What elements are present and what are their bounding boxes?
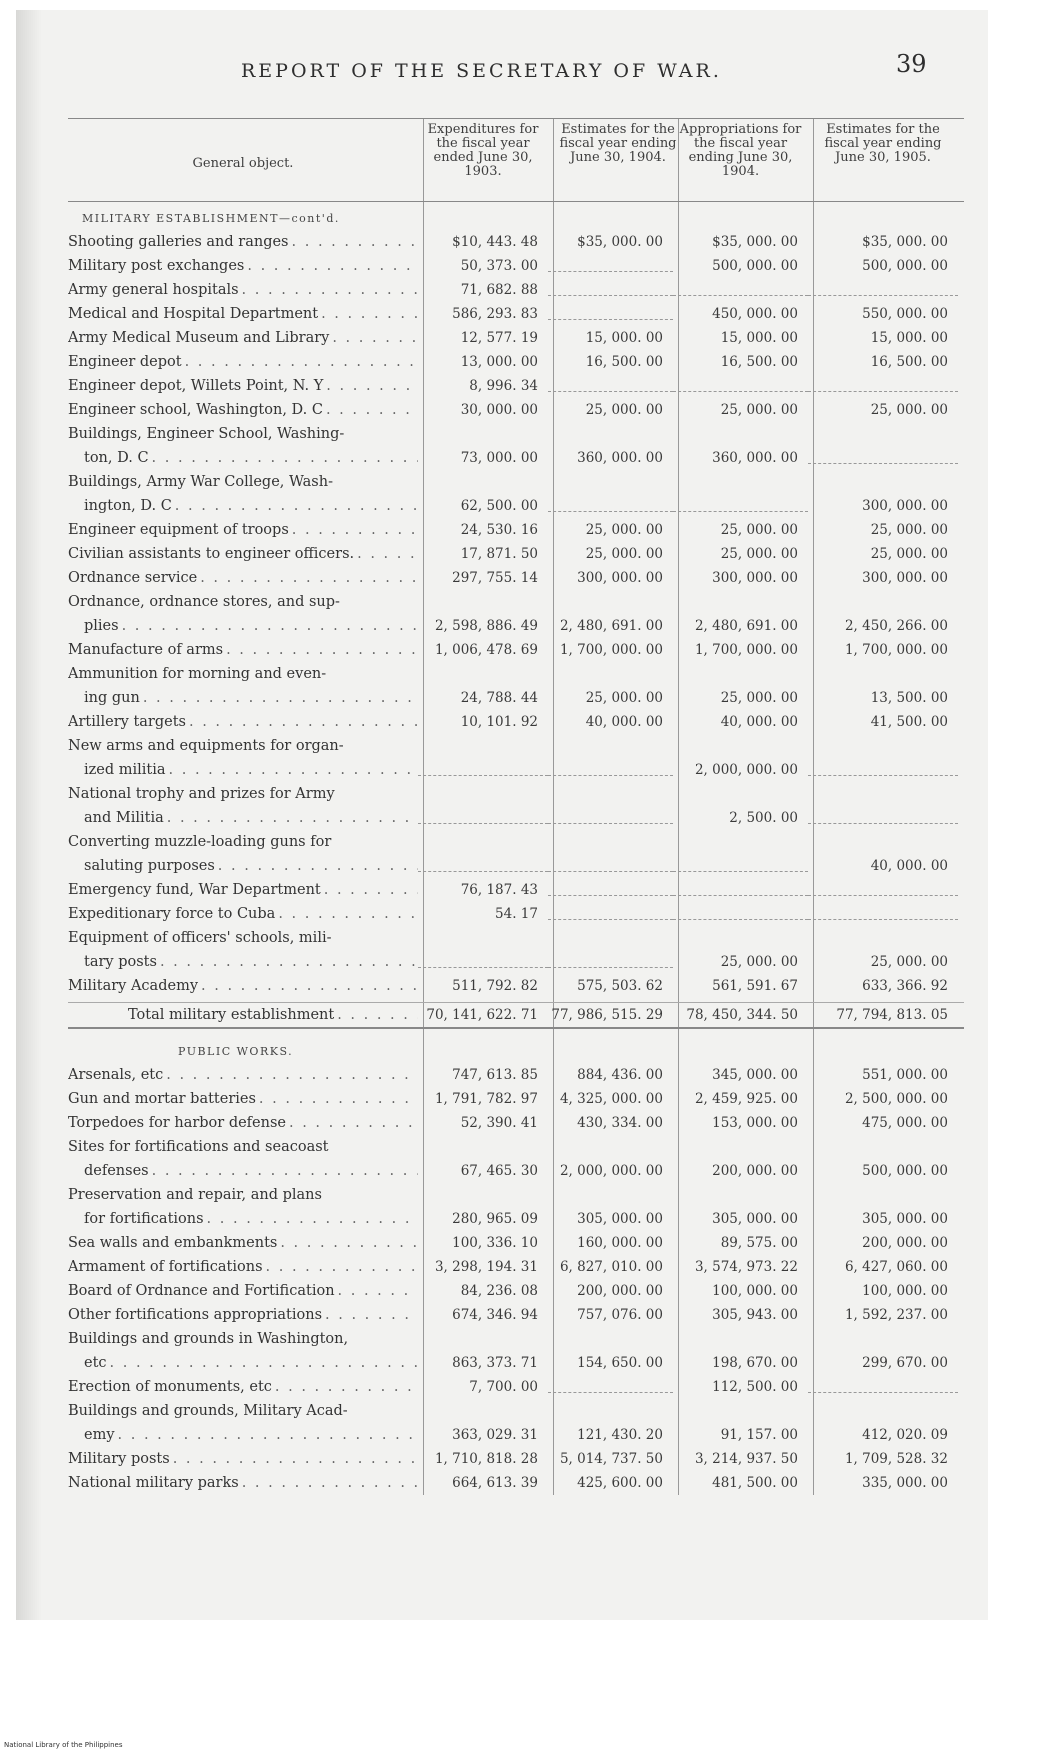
cell-value: 412, 020. 09 xyxy=(862,1427,948,1443)
table-row xyxy=(68,638,964,662)
table-row xyxy=(68,782,964,830)
cell-value xyxy=(548,1379,673,1393)
cell-value: 10, 101. 92 xyxy=(460,714,538,730)
table-row xyxy=(68,1471,964,1495)
cell-value xyxy=(548,882,673,896)
cell-value: 17, 871. 50 xyxy=(460,546,538,562)
cell-value: 16, 500. 00 xyxy=(720,354,798,370)
cell-value: 297, 755. 14 xyxy=(452,570,538,586)
cell-value: 54. 17 xyxy=(495,906,538,922)
cell-value: 360, 000. 00 xyxy=(577,450,663,466)
cell-value xyxy=(673,906,808,920)
footer-credit: National Library of the Philippines xyxy=(4,1741,123,1749)
cell-value: 6, 827, 010. 00 xyxy=(559,1259,663,1275)
cell-value: 2, 480, 691. 00 xyxy=(694,618,798,634)
cell-value: 863, 373. 71 xyxy=(452,1355,538,1371)
cell-value: 25, 000. 00 xyxy=(585,522,663,538)
table-row xyxy=(68,398,964,422)
row-label: Ordnance, ordnance stores, and sup- plies . . . xyxy=(68,590,418,638)
cell-value: 100, 000. 00 xyxy=(712,1283,798,1299)
row-label: Emergency fund, War Department . . . xyxy=(68,878,418,902)
section-title-military: MILITARY ESTABLISHMENT—cont'd. xyxy=(82,212,340,225)
cell-value xyxy=(548,954,673,968)
cell-value: 300, 000. 00 xyxy=(862,570,948,586)
row-label: Manufacture of arms . . . xyxy=(68,638,418,662)
cell-value: 40, 000. 00 xyxy=(870,858,948,874)
cell-value: 70, 141, 622. 71 xyxy=(426,1007,538,1023)
cell-value xyxy=(418,762,548,776)
cell-value: 2, 500. 00 xyxy=(729,810,798,826)
cell-value: 500, 000. 00 xyxy=(862,1163,948,1179)
cell-value: 24, 788. 44 xyxy=(460,690,538,706)
cell-value: 300, 000. 00 xyxy=(712,570,798,586)
row-label: Engineer school, Washington, D. C . . . xyxy=(68,398,418,422)
cell-value: 335, 000. 00 xyxy=(862,1475,948,1491)
scanned-page xyxy=(16,10,988,1620)
row-label: Armament of fortifications . . . xyxy=(68,1255,418,1279)
cell-value: 280, 965. 09 xyxy=(452,1211,538,1227)
cell-value: 200, 000. 00 xyxy=(862,1235,948,1251)
cell-value xyxy=(418,858,548,872)
cell-value: 7, 700. 00 xyxy=(469,1379,538,1395)
table-row xyxy=(68,302,964,326)
cell-value: 16, 500. 00 xyxy=(585,354,663,370)
cell-value: 25, 000. 00 xyxy=(870,954,948,970)
row-label: Military post exchanges . . . xyxy=(68,254,418,278)
cell-value xyxy=(548,378,673,392)
row-label: Buildings, Army War College, Wash- ington, D. C . . . xyxy=(68,470,418,518)
cell-value: 25, 000. 00 xyxy=(720,522,798,538)
cell-value: 78, 450, 344. 50 xyxy=(686,1007,798,1023)
appropriations-table xyxy=(68,118,964,1495)
row-label: Sites for fortifications and seacoast defenses . . . xyxy=(68,1135,418,1183)
table-row xyxy=(68,1303,964,1327)
table-row xyxy=(68,350,964,374)
cell-value: 360, 000. 00 xyxy=(712,450,798,466)
cell-value: $35, 000. 00 xyxy=(577,234,663,250)
total-row xyxy=(68,1002,964,1029)
table-row xyxy=(68,926,964,974)
cell-value xyxy=(548,906,673,920)
section-title-public-works: PUBLIC WORKS. xyxy=(178,1045,294,1058)
row-label: New arms and equipments for organ- ized militia . . . xyxy=(68,734,418,782)
row-label: Gun and mortar batteries . . . xyxy=(68,1087,418,1111)
table-row xyxy=(68,1255,964,1279)
header-estimates-1905: Estimates for the fiscal year ending June 30, 1905. xyxy=(824,122,942,165)
row-label: Artillery targets . . . xyxy=(68,710,418,734)
cell-value xyxy=(808,282,958,296)
cell-value: 575, 503. 62 xyxy=(577,978,663,994)
cell-value: 200, 000. 00 xyxy=(577,1283,663,1299)
cell-value: $35, 000. 00 xyxy=(862,234,948,250)
row-label: Shooting galleries and ranges . . . xyxy=(68,230,418,254)
cell-value xyxy=(673,282,808,296)
cell-value: 67, 465. 30 xyxy=(460,1163,538,1179)
table-header xyxy=(68,118,964,202)
table-row xyxy=(68,590,964,638)
cell-value: 2, 459, 925. 00 xyxy=(694,1091,798,1107)
header-general-object: General object. xyxy=(192,156,294,171)
cell-value xyxy=(548,858,673,872)
table-row xyxy=(68,1063,964,1087)
cell-value: 2, 000, 000. 00 xyxy=(559,1163,663,1179)
cell-value: 30, 000. 00 xyxy=(460,402,538,418)
table-row xyxy=(68,1327,964,1375)
row-label: Engineer depot . . . xyxy=(68,350,418,374)
cell-value: 1, 700, 000. 00 xyxy=(844,642,948,658)
row-label: Ordnance service . . . xyxy=(68,566,418,590)
cell-value: 1, 592, 237. 00 xyxy=(844,1307,948,1323)
header-expenditures-1903: Expenditures for the fiscal year ended June 30, 1903. xyxy=(427,122,539,179)
table-row xyxy=(68,902,964,926)
cell-value: 52, 390. 41 xyxy=(460,1115,538,1131)
cell-value: $10, 443. 48 xyxy=(452,234,538,250)
cell-value: 305, 000. 00 xyxy=(862,1211,948,1227)
cell-value: 77, 794, 813. 05 xyxy=(836,1007,948,1023)
cell-value: 50, 373. 00 xyxy=(460,258,538,274)
row-label: Civilian assistants to engineer officers. . . . xyxy=(68,542,418,566)
cell-value: $35, 000. 00 xyxy=(712,234,798,250)
row-label: Converting muzzle-loading guns for saluting purposes . . . xyxy=(68,830,418,878)
table-row xyxy=(68,1135,964,1183)
cell-value: 500, 000. 00 xyxy=(862,258,948,274)
running-title: REPORT OF THE SECRETARY OF WAR. xyxy=(241,60,722,82)
cell-value: 40, 000. 00 xyxy=(720,714,798,730)
table-row xyxy=(68,710,964,734)
row-label: Engineer depot, Willets Point, N. Y . . . xyxy=(68,374,418,398)
cell-value: 15, 000. 00 xyxy=(720,330,798,346)
page-header xyxy=(16,50,988,90)
cell-value: 25, 000. 00 xyxy=(585,690,663,706)
cell-value: 586, 293. 83 xyxy=(452,306,538,322)
table-row xyxy=(68,1111,964,1135)
cell-value xyxy=(673,378,808,392)
table-row xyxy=(68,230,964,254)
row-label: Equipment of officers' schools, mili- tary posts . . . xyxy=(68,926,418,974)
table-row xyxy=(68,326,964,350)
cell-value: 2, 480, 691. 00 xyxy=(559,618,663,634)
cell-value: 3, 298, 194. 31 xyxy=(434,1259,538,1275)
cell-value: 25, 000. 00 xyxy=(870,546,948,562)
header-appropriations-1904: Appropriations for the fiscal year ending June 30, 1904. xyxy=(679,122,802,179)
cell-value: 1, 700, 000. 00 xyxy=(559,642,663,658)
table-row xyxy=(68,1399,964,1447)
cell-value: 664, 613. 39 xyxy=(452,1475,538,1491)
cell-value: 5, 014, 737. 50 xyxy=(559,1451,663,1467)
cell-value: 425, 600. 00 xyxy=(577,1475,663,1491)
row-label: National trophy and prizes for Army and Militia . . . xyxy=(68,782,418,830)
cell-value xyxy=(418,810,548,824)
row-label: Expeditionary force to Cuba . . . xyxy=(68,902,418,926)
page-number: 39 xyxy=(896,50,927,78)
cell-value: 300, 000. 00 xyxy=(862,498,948,514)
cell-value: 15, 000. 00 xyxy=(585,330,663,346)
cell-value: 1, 710, 818. 28 xyxy=(434,1451,538,1467)
cell-value xyxy=(808,810,958,824)
row-label: Erection of monuments, etc . . . xyxy=(68,1375,418,1399)
cell-value: 8, 996. 34 xyxy=(469,378,538,394)
cell-value: 100, 000. 00 xyxy=(862,1283,948,1299)
cell-value: 633, 366. 92 xyxy=(862,978,948,994)
row-label: Engineer equipment of troops . . . xyxy=(68,518,418,542)
table-row xyxy=(68,1375,964,1399)
cell-value xyxy=(808,1379,958,1393)
cell-value: 160, 000. 00 xyxy=(577,1235,663,1251)
cell-value: 154, 650. 00 xyxy=(577,1355,663,1371)
cell-value: 13, 500. 00 xyxy=(870,690,948,706)
table-row xyxy=(68,470,964,518)
cell-value: 100, 336. 10 xyxy=(452,1235,538,1251)
cell-value: 73, 000. 00 xyxy=(460,450,538,466)
cell-value: 345, 000. 00 xyxy=(712,1067,798,1083)
cell-value: 12, 577. 19 xyxy=(460,330,538,346)
row-label: Board of Ordnance and Fortification . . . xyxy=(68,1279,418,1303)
row-label: Military Academy . . . xyxy=(68,974,418,998)
row-label: National military parks . . . xyxy=(68,1471,418,1495)
cell-value: 884, 436. 00 xyxy=(577,1067,663,1083)
cell-value xyxy=(808,906,958,920)
table-row xyxy=(68,1087,964,1111)
cell-value xyxy=(673,858,808,872)
cell-value: 551, 000. 00 xyxy=(862,1067,948,1083)
table-row xyxy=(68,278,964,302)
cell-value xyxy=(673,882,808,896)
cell-value: 25, 000. 00 xyxy=(870,402,948,418)
cell-value: 1, 700, 000. 00 xyxy=(694,642,798,658)
cell-value: 450, 000. 00 xyxy=(712,306,798,322)
table-row xyxy=(68,1183,964,1231)
table-row xyxy=(68,974,964,998)
cell-value: 1, 791, 782. 97 xyxy=(434,1091,538,1107)
table-row xyxy=(68,566,964,590)
cell-value: 112, 500. 00 xyxy=(712,1379,798,1395)
cell-value: 91, 157. 00 xyxy=(720,1427,798,1443)
cell-value xyxy=(548,498,673,512)
cell-value: 40, 000. 00 xyxy=(585,714,663,730)
cell-value: 2, 500, 000. 00 xyxy=(844,1091,948,1107)
cell-value: 77, 986, 515. 29 xyxy=(551,1007,663,1023)
row-label: Sea walls and embankments . . . xyxy=(68,1231,418,1255)
row-label: Army general hospitals . . . xyxy=(68,278,418,302)
cell-value xyxy=(808,378,958,392)
cell-value: 62, 500. 00 xyxy=(460,498,538,514)
cell-value: 300, 000. 00 xyxy=(577,570,663,586)
cell-value: 25, 000. 00 xyxy=(720,546,798,562)
cell-value: 25, 000. 00 xyxy=(585,402,663,418)
row-label: Torpedoes for harbor defense . . . xyxy=(68,1111,418,1135)
table-row xyxy=(68,830,964,878)
cell-value xyxy=(548,282,673,296)
cell-value: 747, 613. 85 xyxy=(452,1067,538,1083)
cell-value: 2, 000, 000. 00 xyxy=(694,762,798,778)
row-label: Preservation and repair, and plans for fortifications . . . xyxy=(68,1183,418,1231)
cell-value: 89, 575. 00 xyxy=(720,1235,798,1251)
cell-value: 16, 500. 00 xyxy=(870,354,948,370)
table-row xyxy=(68,254,964,278)
cell-value: 25, 000. 00 xyxy=(720,402,798,418)
cell-value: 71, 682. 88 xyxy=(460,282,538,298)
cell-value: 4, 325, 000. 00 xyxy=(559,1091,663,1107)
row-label: Ammunition for morning and even- ing gun . . . xyxy=(68,662,418,710)
cell-value: 305, 000. 00 xyxy=(577,1211,663,1227)
cell-value: 511, 792. 82 xyxy=(452,978,538,994)
row-label: Other fortifications appropriations . . . xyxy=(68,1303,418,1327)
table-row xyxy=(68,518,964,542)
table-row xyxy=(68,878,964,902)
cell-value: 200, 000. 00 xyxy=(712,1163,798,1179)
row-label: Buildings and grounds, Military Acad- emy . . . xyxy=(68,1399,418,1447)
cell-value: 561, 591. 67 xyxy=(712,978,798,994)
cell-value: 550, 000. 00 xyxy=(862,306,948,322)
cell-value: 481, 500. 00 xyxy=(712,1475,798,1491)
cell-value: 3, 574, 973. 22 xyxy=(694,1259,798,1275)
table-row xyxy=(68,1279,964,1303)
table-row xyxy=(68,422,964,470)
cell-value: 15, 000. 00 xyxy=(870,330,948,346)
table-row xyxy=(68,662,964,710)
cell-value xyxy=(548,306,673,320)
cell-value: 363, 029. 31 xyxy=(452,1427,538,1443)
cell-value: 153, 000. 00 xyxy=(712,1115,798,1131)
cell-value: 305, 943. 00 xyxy=(712,1307,798,1323)
cell-value: 25, 000. 00 xyxy=(870,522,948,538)
cell-value: 2, 450, 266. 00 xyxy=(844,618,948,634)
cell-value: 674, 346. 94 xyxy=(452,1307,538,1323)
military-section xyxy=(68,230,964,998)
row-label: Army Medical Museum and Library . . . xyxy=(68,326,418,350)
public-works-section xyxy=(68,1063,964,1495)
cell-value: 475, 000. 00 xyxy=(862,1115,948,1131)
cell-value: 198, 670. 00 xyxy=(712,1355,798,1371)
cell-value xyxy=(673,498,808,512)
table-row xyxy=(68,1447,964,1471)
cell-value xyxy=(808,762,958,776)
cell-value: 13, 000. 00 xyxy=(460,354,538,370)
cell-value: 25, 000. 00 xyxy=(585,546,663,562)
table-row xyxy=(68,1231,964,1255)
cell-value: 305, 000. 00 xyxy=(712,1211,798,1227)
cell-value xyxy=(548,258,673,272)
cell-value: 1, 006, 478. 69 xyxy=(434,642,538,658)
cell-value: 76, 187. 43 xyxy=(460,882,538,898)
table-row xyxy=(68,734,964,782)
row-label: Medical and Hospital Department . . . xyxy=(68,302,418,326)
cell-value: 25, 000. 00 xyxy=(720,690,798,706)
table-row xyxy=(68,542,964,566)
cell-value xyxy=(548,762,673,776)
cell-value: 757, 076. 00 xyxy=(577,1307,663,1323)
cell-value: 84, 236. 08 xyxy=(460,1283,538,1299)
table-row xyxy=(68,374,964,398)
cell-value: 1, 709, 528. 32 xyxy=(844,1451,948,1467)
cell-value: 3, 214, 937. 50 xyxy=(694,1451,798,1467)
cell-value xyxy=(418,954,548,968)
cell-value: 430, 334. 00 xyxy=(577,1115,663,1131)
row-label: Military posts . . . xyxy=(68,1447,418,1471)
header-estimates-1904: Estimates for the fiscal year ending June 30, 1904. xyxy=(559,122,677,165)
cell-value: 6, 427, 060. 00 xyxy=(844,1259,948,1275)
row-label: Buildings and grounds in Washington, etc . . . xyxy=(68,1327,418,1375)
cell-value: 25, 000. 00 xyxy=(720,954,798,970)
cell-value xyxy=(808,882,958,896)
cell-value: 2, 598, 886. 49 xyxy=(434,618,538,634)
cell-value: 121, 430. 20 xyxy=(577,1427,663,1443)
row-label: Buildings, Engineer School, Washing- ton, D. C . . . xyxy=(68,422,418,470)
cell-value: 500, 000. 00 xyxy=(712,258,798,274)
row-label: Total military establishment . . . xyxy=(68,1003,418,1027)
cell-value: 41, 500. 00 xyxy=(870,714,948,730)
row-label: Arsenals, etc . . . xyxy=(68,1063,418,1087)
cell-value: 24, 530. 16 xyxy=(460,522,538,538)
cell-value xyxy=(548,810,673,824)
cell-value: 299, 670. 00 xyxy=(862,1355,948,1371)
cell-value xyxy=(808,450,958,464)
